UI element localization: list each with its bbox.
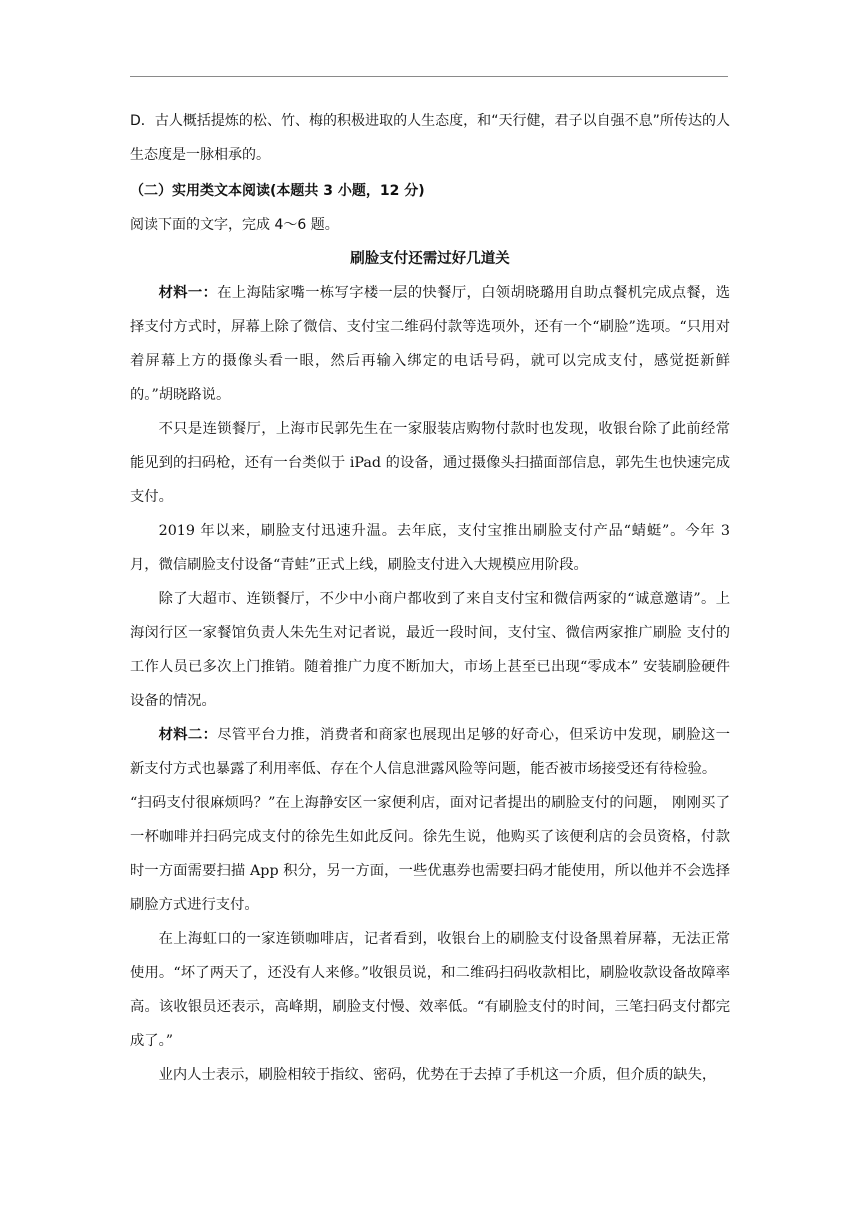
document-body	[130, 104, 730, 1092]
header-rule	[130, 76, 728, 77]
paragraph	[130, 582, 730, 718]
paragraph-text: “扫码支付很麻烦吗？”在上海静安区一家便利店，面对记者提出的刷脸支付的问题， 刚刚买了一杯咖啡并扫码完成支付的徐先生如此反问。徐先生说，他购买了该便利店的会员资格，付款时一方面需要扫描 App 积分，另一方面，一些优惠券也需要扫码才能使用，所以他并不会选择刷脸方式进行支付。	[130, 795, 730, 913]
paragraph-text: 在上海虹口的一家连锁咖啡店，记者看到，收银台上的刷脸支付设备黑着屏幕，无法正常使用。“坏了两天了，还没有人来修。”收银员说，和二维码扫码收款相比，刷脸收款设备故障率高。该收银员还表示，高峰期，刷脸支付慢、效率低。“有刷脸支付的时间，三笔扫码支付都完成了。”	[130, 931, 730, 1049]
material-label: 材料一：	[158, 285, 218, 301]
paragraph	[130, 514, 730, 582]
paragraph-text: 不只是连锁餐厅，上海市民郭先生在一家服装店购物付款时也发现，收银台除了此前经常能见到的扫码枪，还有一台类似于 iPad 的设备，通过摄像头扫描面部信息，郭先生也快速完成支付。	[130, 421, 730, 505]
paragraph	[130, 786, 730, 922]
material-label: 材料二：	[158, 727, 218, 743]
paragraph	[130, 718, 730, 786]
option-d: D．古人概括提炼的松、竹、梅的积极进取的人生态度，和“天行健，君子以自强不息”所传达的人生态度是一脉相承的。	[130, 113, 730, 163]
paragraph-text: 在上海陆家嘴一栋写字楼一层的快餐厅，白领胡晓璐用自助点餐机完成点餐，选择支付方式时，屏幕上除了微信、支付宝二维码付款等选项外，还有一个“刷脸”选项。“只用对着屏幕上方的摄像头看一眼，然后再输入绑定的电话号码，就可以完成支付，感觉挺新鲜的。”胡晓路说。	[130, 285, 731, 403]
instruction: 阅读下面的文字，完成 4～6 题。	[130, 217, 339, 233]
paragraph	[130, 1058, 730, 1092]
paragraph	[130, 922, 730, 1058]
paragraph	[130, 412, 730, 514]
paragraph-text: 2019 年以来，刷脸支付迅速升温。去年底，支付宝推出刷脸支付产品“蜻蜓”。今年 3 月，微信刷脸支付设备“青蛙”正式上线，刷脸支付进入大规模应用阶段。	[130, 523, 730, 573]
paragraph	[130, 276, 730, 412]
article-title: 刷脸支付还需过好几道关	[350, 251, 510, 267]
paragraph-text: 除了大超市、连锁餐厅，不少中小商户都收到了来自支付宝和微信两家的“诚意邀请”。上海闵行区一家餐馆负责人朱先生对记者说，最近一段时间，支付宝、微信两家推广刷脸 支付的工作人员已多次上门推销。随着推广力度不断加大，市场上甚至已出现“零成本” 安装刷脸硬件设备的情况。	[130, 591, 730, 709]
paragraph-text: 业内人士表示，刷脸相较于指纹、密码，优势在于去掉了手机这一介质，但介质的缺失，	[158, 1067, 717, 1083]
paragraph-text: 尽管平台力推，消费者和商家也展现出足够的好奇心，但采访中发现，刷脸这一新支付方式也暴露了利用率低、存在个人信息泄露风险等问题，能否被市场接受还有待检验。	[130, 727, 731, 777]
section-heading: （二）实用类文本阅读(本题共 3 小题，12 分)	[130, 183, 425, 199]
